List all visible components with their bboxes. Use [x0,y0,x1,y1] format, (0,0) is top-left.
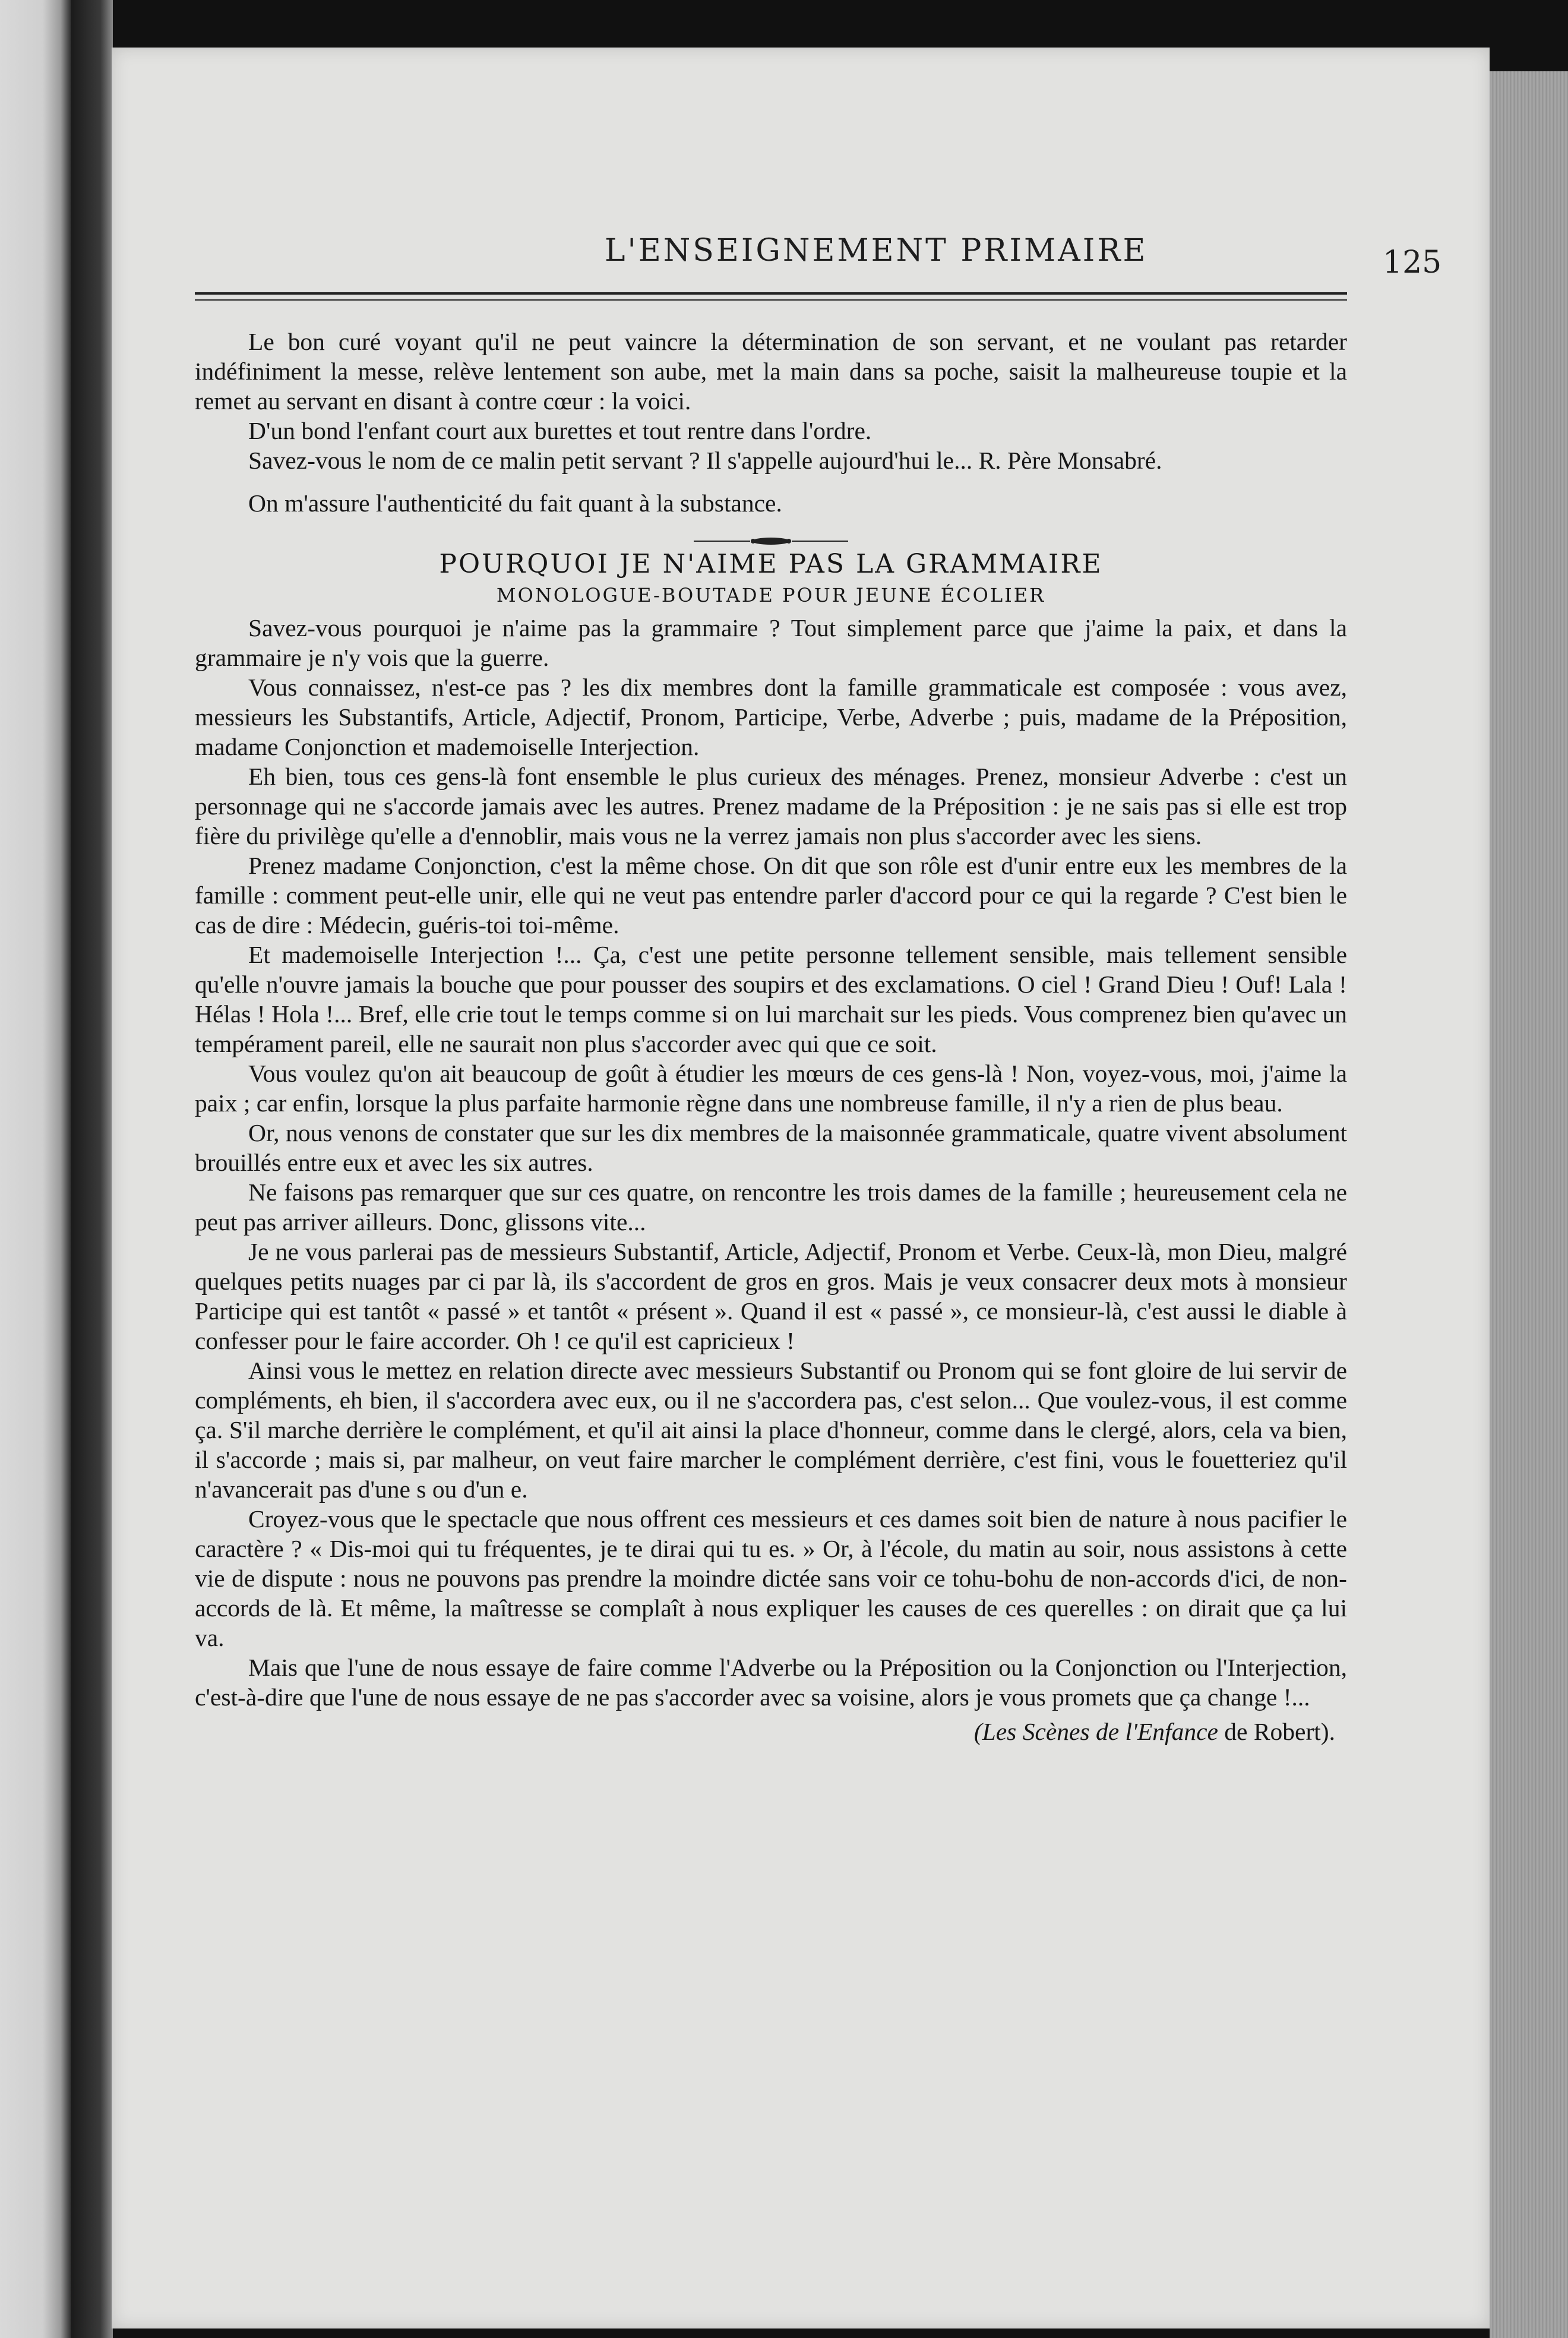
article-paragraph: Et mademoiselle Interjection !... Ça, c'est une petite personne tellement sensible, mais tellement sensible qu'elle n'ouvre jamais la bouche que pour pousser des soupirs et des exclamations. O ciel ! Grand Dieu ! Ouf! Lala ! Hélas ! Hola !... Bref, elle crie tout le temps comme si on lui marchait sur les pieds. Vous comprenez bien qu'avec un tempérament pareil, elle ne saurait non plus s'accorder avec qui que ce soit. [195,941,1347,1057]
article-subtitle: MONOLOGUE-BOUTADE POUR JEUNE ÉCOLIER [496,584,1046,606]
article-paragraph: Je ne vous parlerai pas de messieurs Substantif, Article, Adjectif, Pronom et Verbe. Ceux-là, mon Dieu, malgré quelques petits nuages par ci par là, ils s'accordent de gros en gros. Mais je veux consacrer deux mots à monsieur Participe qui est tantôt « passé » et tantôt « présent ». Quand il est « passé », ce monsieur-là, c'est aussi le diable à confesser pour le faire accorder. Oh ! ce qu'il est capricieux ! [195,1238,1347,1354]
page-number: 125 [1383,245,1442,280]
article-paragraph: Prenez madame Conjonction, c'est la même chose. On dit que son rôle est d'unir entre eux les membres de la famille : comment peut-elle unir, elle qui ne veut pas entendre parler d'accord pour ce qui la regarde ? C'est bien le cas de dire : Médecin, guéris-toi toi-même. [195,852,1347,939]
intro-paragraph: Le bon curé voyant qu'il ne peut vaincre la détermination de son servant, et ne voulant pas retarder indéfiniment la messe, relève lentement son aube, met la main dans sa poche, saisit la malheureuse toupie et la remet au servant en disant à contre cœur : la voici. [195,328,1347,415]
article-paragraph: Savez-vous pourquoi je n'aime pas la grammaire ? Tout simplement parce que j'aime la paix, et dans la grammaire je n'y vois que la guerre. [195,614,1347,671]
page-body [195,327,1347,1746]
page-fore-edge [1490,71,1568,2338]
section-ornament [195,524,1347,538]
header-rule-thick [195,292,1347,295]
page-header [195,190,1466,280]
header-rule-thin [195,299,1347,301]
article-title: POURQUOI JE N'AIME PAS LA GRAMMAIRE [439,549,1103,579]
book-page [112,48,1490,2328]
article-paragraph: Eh bien, tous ces gens-là font ensemble le plus curieux des ménages. Prenez, monsieur Adverbe : c'est un personnage qui ne s'accorde jamais avec les autres. Prenez madame de la Préposition : je ne sais pas si elle est trop fière du privilège qu'elle a d'ennoblir, mais vous ne la verrez jamais non plus s'accorder avec les siens. [195,763,1347,849]
article-paragraph: Croyez-vous que le spectacle que nous offrent ces messieurs et ces dames soit bien de nature à nous pacifier le caractère ? « Dis-moi qui tu fréquentes, je te dirai qui tu es. » Or, à l'école, du matin au soir, nous assistons à cette vie de dispute : nous ne pouvons pas prendre la moindre dictée sans voir ce tohu-bohu de non-accords d'ici, de non-accords de là. Et même, la maîtresse se complaît à nous expliquer les causes de ces querelles : on dirait que ça lui va. [195,1505,1347,1651]
attribution-source: (Les Scènes de l'Enfance [973,1718,1218,1745]
article-paragraph: Vous voulez qu'on ait beaucoup de goût à étudier les mœurs de ces gens-là ! Non, voyez-vous, moi, j'aime la paix ; car enfin, lorsque la plus parfaite harmonie règne dans une nombreuse famille, il n'y a rien de plus beau. [195,1060,1347,1117]
article-paragraph: Vous connaissez, n'est-ce pas ? les dix membres dont la famille grammaticale est composée : vous avez, messieurs les Substantifs, Article, Adjectif, Pronom, Participe, Verbe, Adverbe ; puis, madame de la Préposition, madame Conjonction et mademoiselle Interjection. [195,674,1347,760]
intro-paragraph: On m'assure l'authenticité du fait quant à la substance. [248,489,782,517]
attribution-author: de Robert). [1218,1718,1335,1745]
left-page-edge [0,0,71,2338]
book-gutter [71,0,113,2338]
article-paragraph: Ne faisons pas remarquer que sur ces quatre, on rencontre les trois dames de la famille ; heureusement cela ne peut pas arriver ailleurs. Donc, glissons vite... [195,1179,1347,1236]
intro-paragraph: Savez-vous le nom de ce malin petit servant ? Il s'appelle aujourd'hui le... R. Père Monsabré. [248,447,1162,474]
intro-paragraph: D'un bond l'enfant court aux burettes et tout rentre dans l'ordre. [248,417,872,444]
article-paragraph: Mais que l'une de nous essaye de faire comme l'Adverbe ou la Préposition ou la Conjonction ou l'Interjection, c'est-à-dire que l'une de nous essaye de ne pas s'accorder avec sa voisine, alors je vous promets que ça change !... [195,1654,1347,1711]
article-paragraph: Ainsi vous le mettez en relation directe avec messieurs Substantif ou Pronom qui se font gloire de lui servir de compléments, eh bien, il s'accordera avec eux, ou il ne s'accordera pas, c'est selon... Que voulez-vous, il est comme ça. S'il marche derrière le complément, et qu'il ait ainsi la place d'honneur, comme dans le clergé, alors, cela va bien, il s'accorde ; mais si, par malheur, on veut faire marcher le complément derrière, c'est fini, vous le fouetteriez qu'il n'avancerait pas d'une s ou d'un e. [195,1357,1347,1503]
running-title: L'ENSEIGNEMENT PRIMAIRE [605,233,1148,268]
fleuron-icon [694,535,848,547]
article-paragraph: Or, nous venons de constater que sur les dix membres de la maisonnée grammaticale, quatre vivent absolument brouillés entre eux et avec les six autres. [195,1119,1347,1176]
article-attribution [195,1717,1347,1746]
